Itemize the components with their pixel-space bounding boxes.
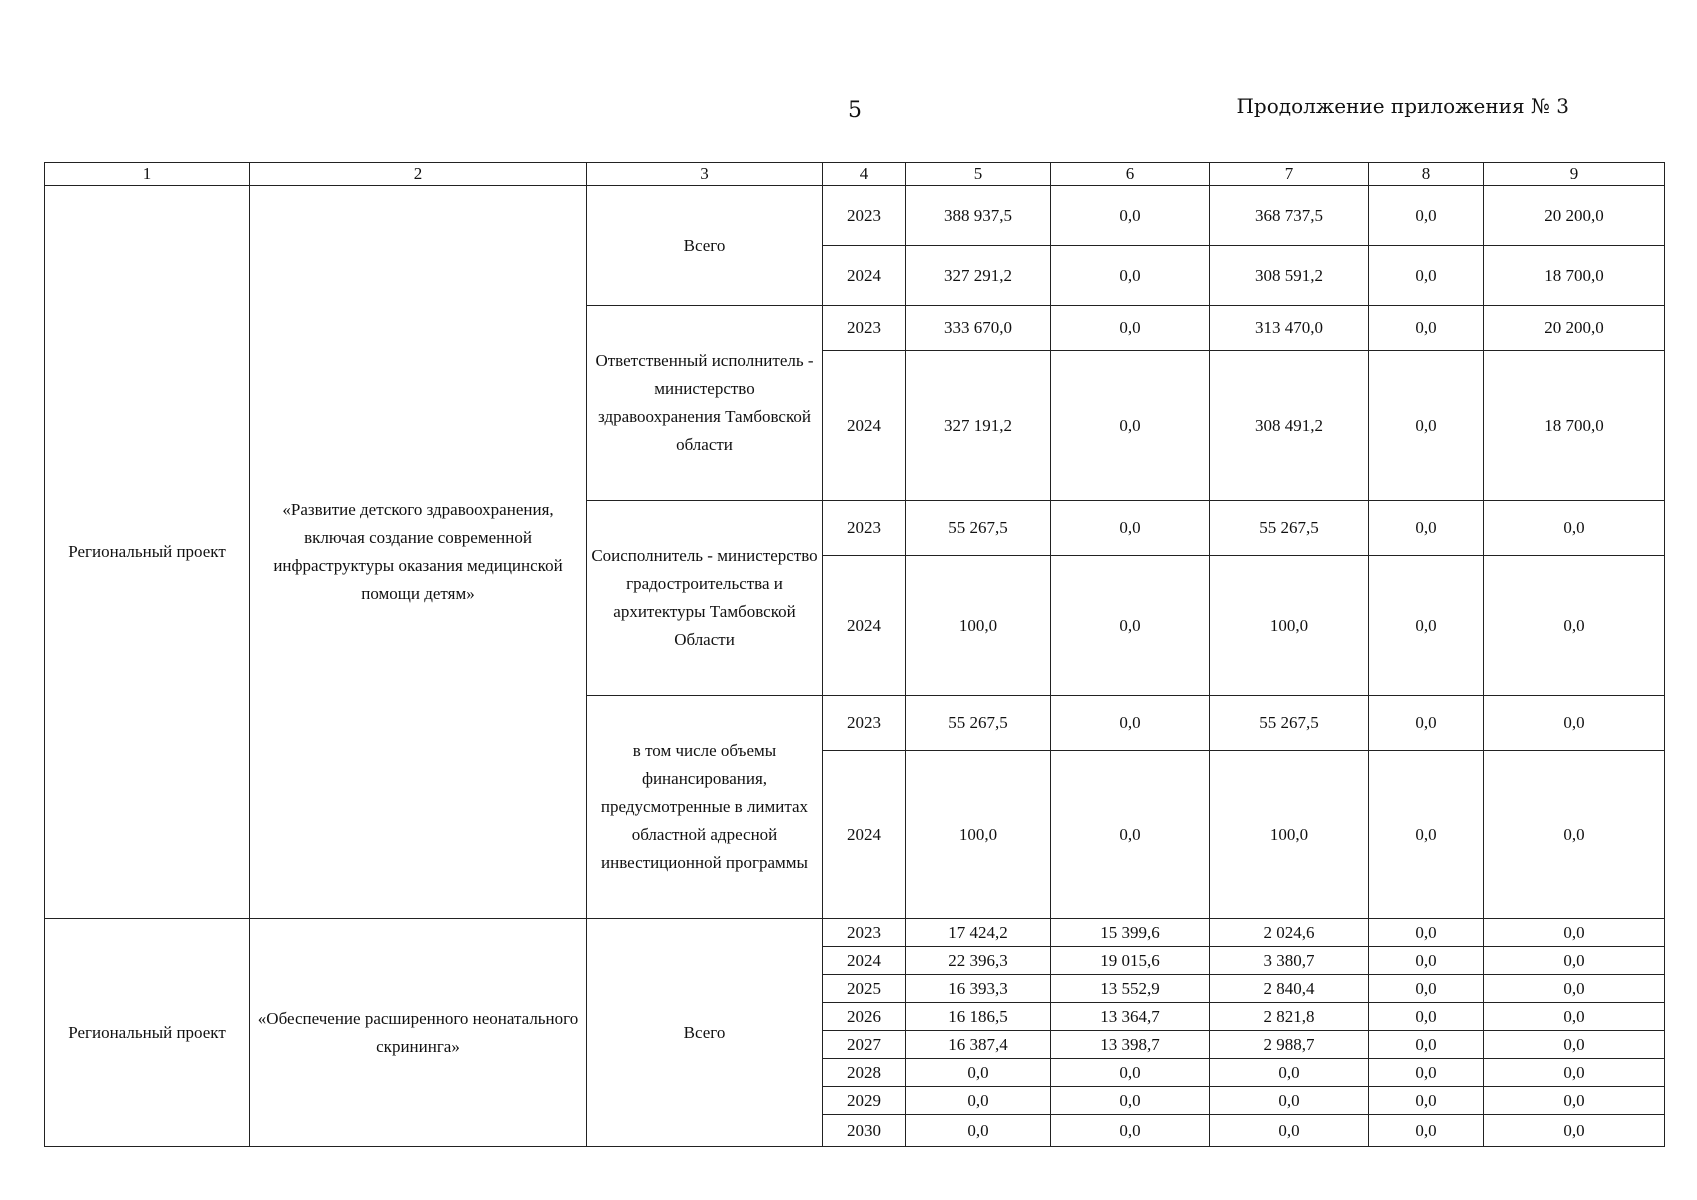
value-cell: 100,0 bbox=[1210, 751, 1369, 919]
column-header: 8 bbox=[1369, 163, 1484, 186]
value-cell: 22 396,3 bbox=[906, 947, 1051, 975]
appendix-continuation-label: Продолжение приложения № 3 bbox=[1236, 94, 1569, 118]
year-cell: 2029 bbox=[823, 1087, 906, 1115]
value-cell: 0,0 bbox=[1484, 751, 1665, 919]
value-cell: 0,0 bbox=[1369, 501, 1484, 556]
value-cell: 0,0 bbox=[1051, 501, 1210, 556]
column-header: 9 bbox=[1484, 163, 1665, 186]
value-cell: 16 387,4 bbox=[906, 1031, 1051, 1059]
value-cell: 308 591,2 bbox=[1210, 246, 1369, 306]
table-row bbox=[45, 919, 1665, 947]
value-cell: 0,0 bbox=[1051, 556, 1210, 696]
value-cell: 0,0 bbox=[1369, 696, 1484, 751]
year-cell: 2030 bbox=[823, 1115, 906, 1147]
value-cell: 0,0 bbox=[1210, 1087, 1369, 1115]
value-cell: 16 186,5 bbox=[906, 1003, 1051, 1031]
value-cell: 0,0 bbox=[1369, 919, 1484, 947]
executor-label: в том числе объемы финансирования, предусмотренные в лимитах областной адресной инвестиционной программы bbox=[587, 696, 823, 919]
year-cell: 2024 bbox=[823, 751, 906, 919]
value-cell: 0,0 bbox=[1484, 556, 1665, 696]
project-type: Региональный проект bbox=[45, 186, 250, 919]
value-cell: 327 291,2 bbox=[906, 246, 1051, 306]
value-cell: 0,0 bbox=[906, 1059, 1051, 1087]
value-cell: 0,0 bbox=[1369, 947, 1484, 975]
value-cell: 3 380,7 bbox=[1210, 947, 1369, 975]
table-row bbox=[45, 186, 1665, 246]
year-cell: 2023 bbox=[823, 186, 906, 246]
year-cell: 2023 bbox=[823, 919, 906, 947]
value-cell: 0,0 bbox=[1369, 351, 1484, 501]
value-cell: 100,0 bbox=[1210, 556, 1369, 696]
value-cell: 16 393,3 bbox=[906, 975, 1051, 1003]
value-cell: 308 491,2 bbox=[1210, 351, 1369, 501]
value-cell: 0,0 bbox=[1369, 186, 1484, 246]
year-cell: 2024 bbox=[823, 947, 906, 975]
value-cell: 2 821,8 bbox=[1210, 1003, 1369, 1031]
column-header: 6 bbox=[1051, 163, 1210, 186]
executor-label: Ответственный исполнитель - министерство здравоохранения Тамбовской области bbox=[587, 306, 823, 501]
value-cell: 2 988,7 bbox=[1210, 1031, 1369, 1059]
value-cell: 0,0 bbox=[1369, 1087, 1484, 1115]
value-cell: 100,0 bbox=[906, 556, 1051, 696]
value-cell: 368 737,5 bbox=[1210, 186, 1369, 246]
value-cell: 0,0 bbox=[1484, 696, 1665, 751]
value-cell: 327 191,2 bbox=[906, 351, 1051, 501]
value-cell: 0,0 bbox=[1484, 1115, 1665, 1147]
value-cell: 2 024,6 bbox=[1210, 919, 1369, 947]
value-cell: 0,0 bbox=[1051, 246, 1210, 306]
value-cell: 0,0 bbox=[1210, 1115, 1369, 1147]
value-cell: 0,0 bbox=[1484, 947, 1665, 975]
value-cell: 0,0 bbox=[1369, 975, 1484, 1003]
year-cell: 2025 bbox=[823, 975, 906, 1003]
value-cell: 0,0 bbox=[906, 1087, 1051, 1115]
project-title: «Обеспечение расширенного неонатального скрининга» bbox=[250, 919, 587, 1147]
value-cell: 18 700,0 bbox=[1484, 351, 1665, 501]
value-cell: 0,0 bbox=[1210, 1059, 1369, 1087]
value-cell: 13 552,9 bbox=[1051, 975, 1210, 1003]
column-header: 3 bbox=[587, 163, 823, 186]
value-cell: 100,0 bbox=[906, 751, 1051, 919]
executor-label: Всего bbox=[587, 186, 823, 306]
value-cell: 0,0 bbox=[1484, 1059, 1665, 1087]
value-cell: 13 398,7 bbox=[1051, 1031, 1210, 1059]
value-cell: 0,0 bbox=[1484, 1087, 1665, 1115]
year-cell: 2024 bbox=[823, 246, 906, 306]
value-cell: 333 670,0 bbox=[906, 306, 1051, 351]
executor-label: Всего bbox=[587, 919, 823, 1147]
value-cell: 0,0 bbox=[1051, 186, 1210, 246]
value-cell: 18 700,0 bbox=[1484, 246, 1665, 306]
column-header: 1 bbox=[45, 163, 250, 186]
value-cell: 0,0 bbox=[1369, 556, 1484, 696]
year-cell: 2023 bbox=[823, 501, 906, 556]
column-header: 4 bbox=[823, 163, 906, 186]
value-cell: 0,0 bbox=[906, 1115, 1051, 1147]
value-cell: 2 840,4 bbox=[1210, 975, 1369, 1003]
funding-table bbox=[44, 162, 1665, 1147]
value-cell: 20 200,0 bbox=[1484, 186, 1665, 246]
executor-label: Соисполнитель - министерство градостроительства и архитектуры Тамбовской Области bbox=[587, 501, 823, 696]
year-cell: 2023 bbox=[823, 306, 906, 351]
value-cell: 0,0 bbox=[1484, 975, 1665, 1003]
column-header: 5 bbox=[906, 163, 1051, 186]
value-cell: 0,0 bbox=[1369, 751, 1484, 919]
year-cell: 2024 bbox=[823, 351, 906, 501]
column-header: 7 bbox=[1210, 163, 1369, 186]
value-cell: 19 015,6 bbox=[1051, 947, 1210, 975]
value-cell: 0,0 bbox=[1369, 1059, 1484, 1087]
value-cell: 20 200,0 bbox=[1484, 306, 1665, 351]
value-cell: 17 424,2 bbox=[906, 919, 1051, 947]
value-cell: 0,0 bbox=[1484, 501, 1665, 556]
project-type: Региональный проект bbox=[45, 919, 250, 1147]
year-cell: 2027 bbox=[823, 1031, 906, 1059]
value-cell: 313 470,0 bbox=[1210, 306, 1369, 351]
value-cell: 0,0 bbox=[1051, 1115, 1210, 1147]
page-number: 5 bbox=[848, 98, 862, 123]
value-cell: 55 267,5 bbox=[906, 501, 1051, 556]
year-cell: 2023 bbox=[823, 696, 906, 751]
value-cell: 13 364,7 bbox=[1051, 1003, 1210, 1031]
value-cell: 0,0 bbox=[1484, 919, 1665, 947]
value-cell: 0,0 bbox=[1484, 1031, 1665, 1059]
value-cell: 55 267,5 bbox=[906, 696, 1051, 751]
value-cell: 0,0 bbox=[1051, 1087, 1210, 1115]
value-cell: 388 937,5 bbox=[906, 186, 1051, 246]
value-cell: 0,0 bbox=[1369, 306, 1484, 351]
value-cell: 55 267,5 bbox=[1210, 501, 1369, 556]
value-cell: 0,0 bbox=[1051, 751, 1210, 919]
value-cell: 0,0 bbox=[1051, 1059, 1210, 1087]
value-cell: 0,0 bbox=[1369, 1115, 1484, 1147]
column-number-row bbox=[45, 163, 1665, 186]
value-cell: 0,0 bbox=[1369, 1031, 1484, 1059]
year-cell: 2024 bbox=[823, 556, 906, 696]
value-cell: 0,0 bbox=[1369, 1003, 1484, 1031]
value-cell: 0,0 bbox=[1369, 246, 1484, 306]
value-cell: 0,0 bbox=[1484, 1003, 1665, 1031]
value-cell: 0,0 bbox=[1051, 351, 1210, 501]
value-cell: 55 267,5 bbox=[1210, 696, 1369, 751]
value-cell: 15 399,6 bbox=[1051, 919, 1210, 947]
year-cell: 2028 bbox=[823, 1059, 906, 1087]
value-cell: 0,0 bbox=[1051, 696, 1210, 751]
project-title: «Развитие детского здравоохранения, включая создание современной инфраструктуры оказания медицинской помощи детям» bbox=[250, 186, 587, 919]
column-header: 2 bbox=[250, 163, 587, 186]
value-cell: 0,0 bbox=[1051, 306, 1210, 351]
year-cell: 2026 bbox=[823, 1003, 906, 1031]
